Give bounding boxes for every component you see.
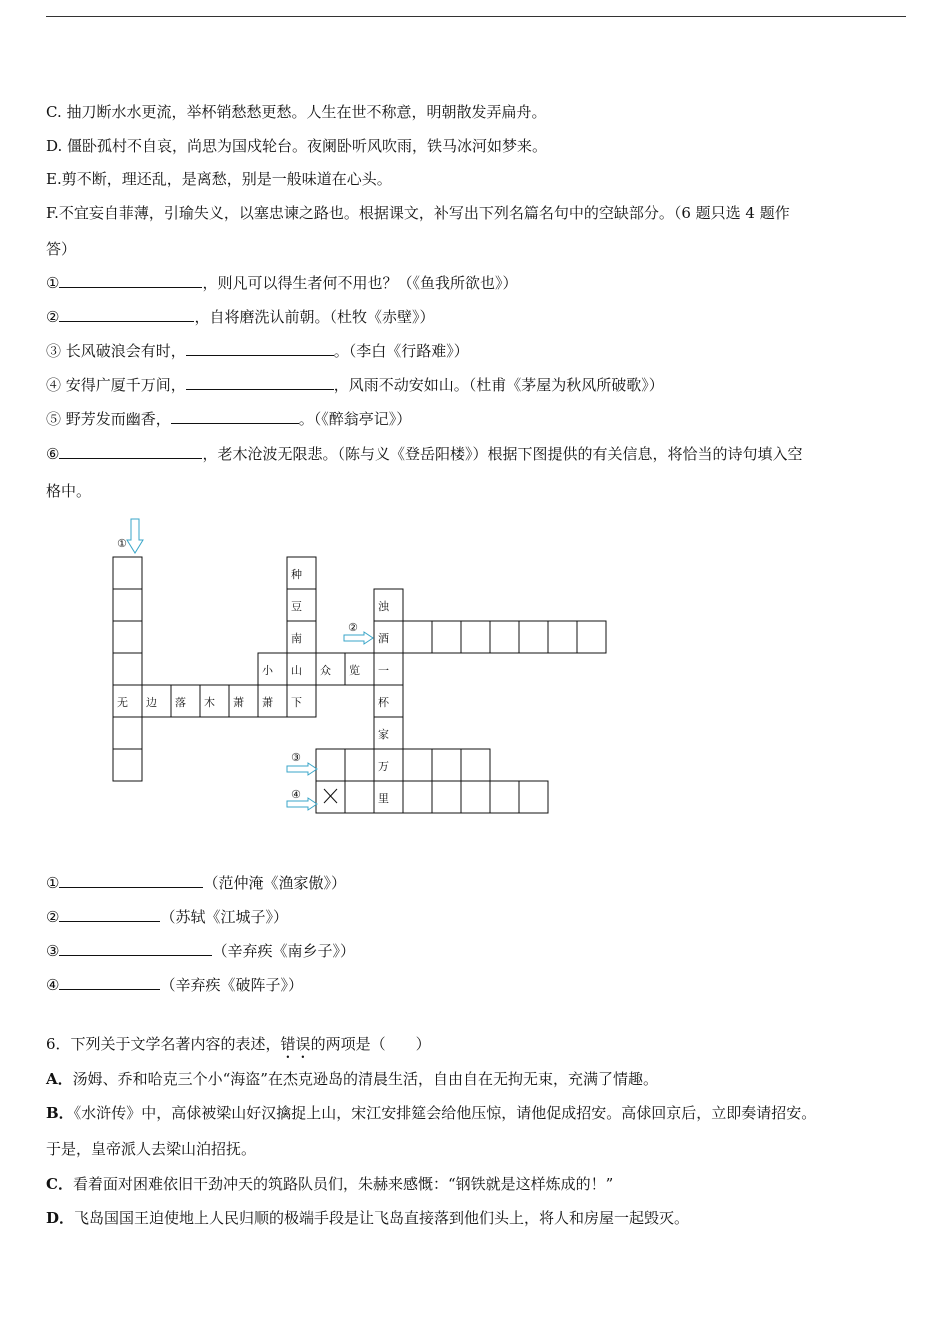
puzzle-char: 下 xyxy=(291,696,302,709)
puzzle-cell-empty[interactable] xyxy=(403,621,432,653)
item-number: ⑤ xyxy=(46,410,62,428)
puzzle-char: 览 xyxy=(349,664,360,677)
item-text: ，老木沧波无限悲。（陈与义《登岳阳楼》）根据下图提供的有关信息，将恰当的诗句填入空 xyxy=(202,445,803,463)
option-c xyxy=(46,1174,613,1194)
puzzle-char: 山 xyxy=(291,664,302,677)
item-text: ，则凡可以得生者何不用也？（《鱼我所欲也》） xyxy=(202,274,518,292)
puzzle-cell-empty[interactable] xyxy=(345,781,374,813)
item-number: ④ xyxy=(46,976,60,994)
marker-1: ① xyxy=(117,537,127,550)
option-a xyxy=(46,1069,658,1089)
puzzle-cell-empty[interactable] xyxy=(577,621,606,653)
puzzle-char: 种 xyxy=(291,568,302,581)
option-label: D． xyxy=(46,1209,75,1227)
stem-text: 的两项是（ ） xyxy=(310,1035,431,1053)
option-text: 飞岛国国王迫使地上人民归顺的极端手段是让飞岛直接落到他们头上，将人和房屋一起毁灭。 xyxy=(74,1209,690,1227)
cross-out-icon xyxy=(324,789,337,803)
puzzle-char: 木 xyxy=(204,696,215,709)
puzzle-char: 南 xyxy=(291,632,302,645)
item-number: ① xyxy=(46,874,60,892)
puzzle-cell-empty[interactable] xyxy=(113,653,142,685)
item-number: ② xyxy=(46,908,60,926)
option-f-line: F.不宜妄自菲薄，引瑜失义，以塞忠谏之路也。根据课文，补写出下列名篇名句中的空缺部分。（6 题只选 4 题作 xyxy=(46,204,790,222)
answer-blank[interactable] xyxy=(59,975,160,990)
item-text: ，风雨不动安如山。（杜甫《茅屋为秋风所破歌》） xyxy=(333,376,664,394)
answer-item-3 xyxy=(46,941,355,961)
option-d-line: D. 僵卧孤村不自哀，尚思为国戍轮台。夜阑卧听风吹雨，铁马冰河如梦来。 xyxy=(46,137,548,155)
answer-item-1 xyxy=(46,873,346,893)
option-text: 《水浒传》中，高俅被梁山好汉擒捉上山，宋江安排筵会给他压惊，请他促成招安。高俅回京后，立即奏请招安。 xyxy=(73,1104,817,1122)
item-text: ，自将磨洗认前朝。（杜牧《赤壁》） xyxy=(194,308,435,326)
option-text: 于是，皇帝派人去梁山泊招抚。 xyxy=(46,1140,257,1158)
puzzle-char: 边 xyxy=(146,696,157,709)
puzzle-char: 萧 xyxy=(233,696,244,709)
option-text: 看着面对困难依旧干劲冲天的筑路队员们，朱赫来感慨：“钢铁就是这样炼成的！” xyxy=(72,1175,614,1193)
puzzle-cell-empty[interactable] xyxy=(432,781,461,813)
option-e-line: E.剪不断，理还乱，是离愁，别是一般味道在心头。 xyxy=(46,170,392,188)
puzzle-cell-empty[interactable] xyxy=(490,621,519,653)
puzzle-char: 浊 xyxy=(378,600,389,613)
puzzle-char: 众 xyxy=(320,664,331,677)
emphasis-text: 错误 xyxy=(280,1035,311,1053)
item-source: （辛弃疾《南乡子》） xyxy=(212,942,355,960)
puzzle-char: 里 xyxy=(378,792,389,805)
item-source: （范仲淹《渔家傲》） xyxy=(203,874,346,892)
puzzle-char: 杯 xyxy=(378,696,389,709)
item-text: 。（李白《行路难》） xyxy=(333,342,469,360)
answer-item-4 xyxy=(46,975,303,995)
item-prefix: 野芳发而幽香， xyxy=(61,410,171,428)
puzzle-cell-empty[interactable] xyxy=(345,749,374,781)
puzzle-cell-empty[interactable] xyxy=(432,621,461,653)
stem-text: 6．下列关于文学名著内容的表述， xyxy=(46,1035,281,1053)
puzzle-cell-empty[interactable] xyxy=(113,621,142,653)
option-b xyxy=(46,1103,816,1123)
answer-blank[interactable] xyxy=(59,941,212,956)
marker-3: ③ xyxy=(291,751,301,764)
right-arrow-icon xyxy=(287,763,317,775)
item-prefix: 安得广厦千万间， xyxy=(61,376,186,394)
marker-2: ② xyxy=(348,621,358,634)
puzzle-cell-empty[interactable] xyxy=(432,749,461,781)
option-label: A． xyxy=(46,1070,73,1088)
option-d xyxy=(46,1208,689,1228)
puzzle-cell-empty[interactable] xyxy=(461,781,490,813)
answer-blank[interactable] xyxy=(59,907,160,922)
item-number: ⑥ xyxy=(46,445,60,463)
option-text: 汤姆、乔和哈克三个小“海盗”在杰克逊岛的清晨生活，自由自在无拘无束，充满了情趣。 xyxy=(72,1070,658,1088)
item-number: ③ xyxy=(46,942,60,960)
option-label: C． xyxy=(46,1175,73,1193)
answer-item-2 xyxy=(46,907,288,927)
puzzle-cell-empty[interactable] xyxy=(403,749,432,781)
down-arrow-icon xyxy=(127,519,143,553)
puzzle-cell-empty[interactable] xyxy=(113,749,142,781)
option-c-line: C. 抽刀断水水更流，举杯销愁愁更愁。人生在世不称意，明朝散发弄扁舟。 xyxy=(46,103,547,121)
puzzle-cell-empty[interactable] xyxy=(403,781,432,813)
option-f-line-cont: 答） xyxy=(46,240,77,258)
puzzle-char: 万 xyxy=(378,760,389,773)
option-label: B． xyxy=(46,1104,74,1122)
puzzle-cell-empty[interactable] xyxy=(461,621,490,653)
marker-4: ④ xyxy=(291,788,301,801)
puzzle-cell-empty[interactable] xyxy=(519,781,548,813)
puzzle-cell-empty[interactable] xyxy=(316,781,345,813)
puzzle-cell-empty[interactable] xyxy=(461,749,490,781)
puzzle-cell-empty[interactable] xyxy=(113,557,142,589)
puzzle-cell-empty[interactable] xyxy=(113,589,142,621)
puzzle-char: 一 xyxy=(378,664,389,677)
fill-tail-line: 格中。 xyxy=(46,482,92,500)
item-number: ① xyxy=(46,274,60,292)
item-text: 。（《醉翁亭记》） xyxy=(298,410,412,428)
puzzle-cell-empty[interactable] xyxy=(548,621,577,653)
puzzle-cell-empty[interactable] xyxy=(490,781,519,813)
answer-blank[interactable] xyxy=(59,873,203,888)
item-prefix: 长风破浪会有时， xyxy=(61,342,186,360)
puzzle-char: 酒 xyxy=(378,632,389,645)
item-number: ③ xyxy=(46,342,62,360)
puzzle-char: 豆 xyxy=(291,600,302,613)
puzzle-char: 无 xyxy=(117,696,128,709)
puzzle-cell-empty[interactable] xyxy=(113,717,142,749)
puzzle-char: 小 xyxy=(262,664,273,677)
question-6-stem xyxy=(46,1034,431,1062)
item-number: ② xyxy=(46,308,60,326)
item-number: ④ xyxy=(46,376,62,394)
item-source: （辛弃疾《破阵子》） xyxy=(160,976,303,994)
puzzle-cell-empty[interactable] xyxy=(519,621,548,653)
option-b-cont xyxy=(46,1139,256,1159)
puzzle-char: 家 xyxy=(378,728,389,741)
puzzle-cell-empty[interactable] xyxy=(316,749,345,781)
puzzle-char: 萧 xyxy=(262,696,273,709)
item-source: （苏轼《江城子》） xyxy=(160,908,288,926)
puzzle-char: 落 xyxy=(175,696,186,709)
